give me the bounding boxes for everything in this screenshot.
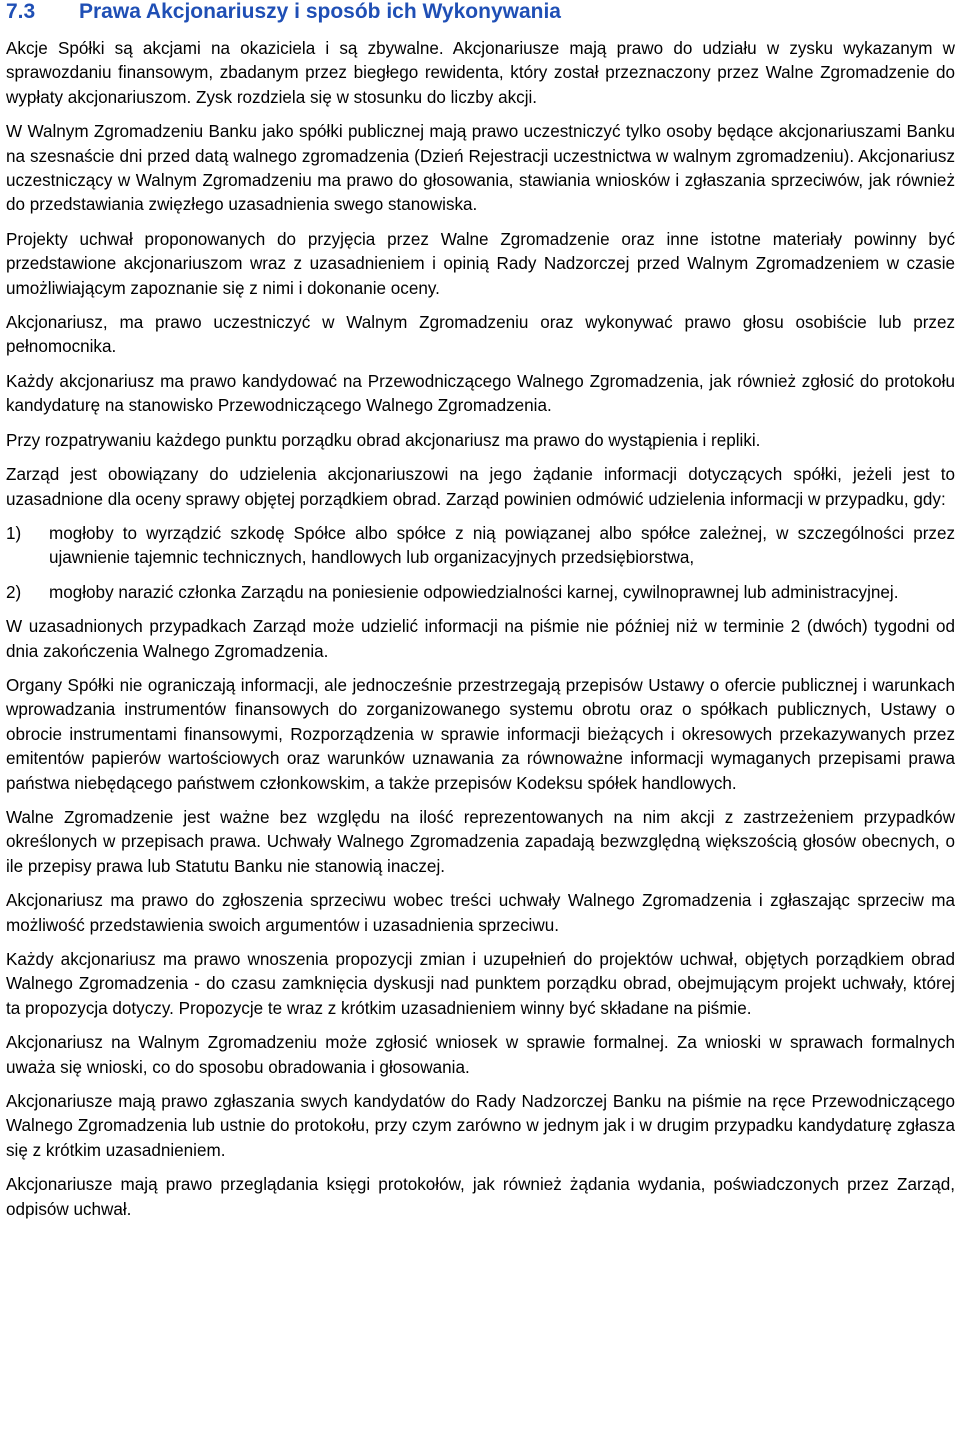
list-item (6, 581, 955, 605)
section-number: 7.3 (6, 0, 36, 23)
paragraph: Projekty uchwał proponowanych do przyjęcia przez Walne Zgromadzenie oraz inne istotne materiały powinny być przedstawione akcjonariuszom wraz z uzasadnieniem i opinią Rady Nadzorczej przed Walnym Zgromadzeniem w czasie umożliwiającym zapoznanie się z nimi i dokonanie oceny. (6, 229, 955, 298)
content-before-list (6, 37, 955, 512)
list-item (6, 522, 955, 571)
numbered-list (6, 522, 955, 605)
section-title: Prawa Akcjonariuszy i sposób ich Wykonywania (79, 0, 561, 23)
paragraph: Akcjonariusz na Walnym Zgromadzeniu może zgłosić wniosek w sprawie formalnej. Za wnioski w sprawach formalnych uważa się wnioski, co do sposobu obradowania i głosowania. (6, 1033, 955, 1077)
list-marker: 1) (6, 523, 22, 543)
paragraph: Akcjonariusze mają prawo zgłaszania swych kandydatów do Rady Nadzorczej Banku na piśmie na ręce Przewodniczącego Walnego Zgromadzenia lub ustnie do protokołu, przy czym zarówno w jednym jak i w drugim przypadku kandydaturę zgłasza się z krótkim uzasadnieniem. (6, 1092, 955, 1160)
list-marker: 2) (6, 582, 22, 602)
content-after-list (6, 615, 955, 1222)
section-heading (6, 0, 955, 28)
list-item-text: mogłoby to wyrządzić szkodę Spółce albo spółce z nią powiązanej albo spółce zależnej, w szczególności przez ujawnienie tajemnic technicznych, handlowych lub organizacyjnych przedsiębiorstwa, (49, 523, 955, 568)
paragraph: W Walnym Zgromadzeniu Banku jako spółki publicznej mają prawo uczestniczyć tylko osoby będące akcjonariuszami Banku na szesnaście dni przed datą walnego zgromadzenia (Dzień Rejestracji uczestnictwa w walnym zgromadzeniu). Akcjonariusz uczestniczący w Walnym Zgromadzeniu ma prawo do głosowania, stawiania wniosków i zgłaszania sprzeciwów, jak również do przedstawiania zwięzłego uzasadnienia swego stanowiska. (6, 122, 955, 215)
paragraph: Akcjonariusz ma prawo do zgłoszenia sprzeciwu wobec treści uchwały Walnego Zgromadzenia i zgłaszając sprzeciw ma możliwość przedstawienia swoich argumentów i uzasadnienia sprzeciwu. (6, 891, 955, 935)
paragraph: W uzasadnionych przypadkach Zarząd może udzielić informacji na piśmie nie później niż w terminie 2 (dwóch) tygodni od dnia zakończenia Walnego Zgromadzenia. (6, 617, 955, 661)
paragraph: Walne Zgromadzenie jest ważne bez względu na ilość reprezentowanych na nim akcji z zastrzeżeniem przypadków określonych w przepisach prawa. Uchwały Walnego Zgromadzenia zapadają bezwzględną większością głosów obecnych, o ile przepisy prawa lub Statutu Banku nie stanowią inaczej. (6, 807, 955, 876)
paragraph: Akcjonariusz, ma prawo uczestniczyć w Walnym Zgromadzeniu oraz wykonywać prawo głosu osobiście lub przez pełnomocnika. (6, 313, 955, 357)
paragraph: Organy Spółki nie ograniczają informacji, ale jednocześnie przestrzegają przepisów Ustawy o ofercie publicznej i warunkach wprowadzania instrumentów finansowych do zorganizowanego systemu obrotu oraz o spółkach publicznych, Ustawy o obrocie instrumentami finansowymi, Rozporządzenia w sprawie informacji bieżących i okresowych przekazywanych przez emitentów papierów wartościowych oraz warunków uznawania za równoważne informacji wymaganych przepisami prawa państwa niebędącego państwem członkowskim, a także przepisów Kodeksu spółek handlowych. (6, 675, 955, 793)
paragraph: Akcjonariusze mają prawo przeglądania księgi protokołów, jak również żądania wydania, poświadczonych przez Zarząd, odpisów uchwał. (6, 1175, 955, 1219)
paragraph: Każdy akcjonariusz ma prawo wnoszenia propozycji zmian i uzupełnień do projektów uchwał, objętych porządkiem obrad Walnego Zgromadzenia - do czasu zamknięcia dyskusji nad punktem porządku obrad, obejmującym projekt uchwały, której ta propozycja dotyczy. Propozycje te wraz z krótkim uzasadnieniem winny być składane na piśmie. (6, 950, 955, 1018)
paragraph: Przy rozpatrywaniu każdego punktu porządku obrad akcjonariusz ma prawo do wystąpienia i repliki. (6, 430, 761, 450)
paragraph: Zarząd jest obowiązany do udzielenia akcjonariuszowi na jego żądanie informacji dotyczących spółki, jeżeli jest to uzasadnione dla oceny sprawy objętej porządkiem obrad. Zarząd powinien odmówić udzielenia informacji w przypadku, gdy: (6, 465, 955, 509)
list-item-text: mogłoby narazić członka Zarządu na poniesienie odpowiedzialności karnej, cywilnoprawnej lub administracyjnej. (49, 582, 899, 602)
paragraph: Każdy akcjonariusz ma prawo kandydować na Przewodniczącego Walnego Zgromadzenia, jak również zgłosić do protokołu kandydaturę na stanowisko Przewodniczącego Walnego Zgromadzenia. (6, 371, 955, 416)
paragraph: Akcje Spółki są akcjami na okaziciela i są zbywalne. Akcjonariusze mają prawo do udziału w zysku wykazanym w sprawozdaniu finansowym, zbadanym przez biegłego rewidenta, który został przeznaczony przez Walne Zgromadzenie do wypłaty akcjonariuszom. Zysk rozdziela się w stosunku do liczby akcji. (6, 39, 955, 107)
